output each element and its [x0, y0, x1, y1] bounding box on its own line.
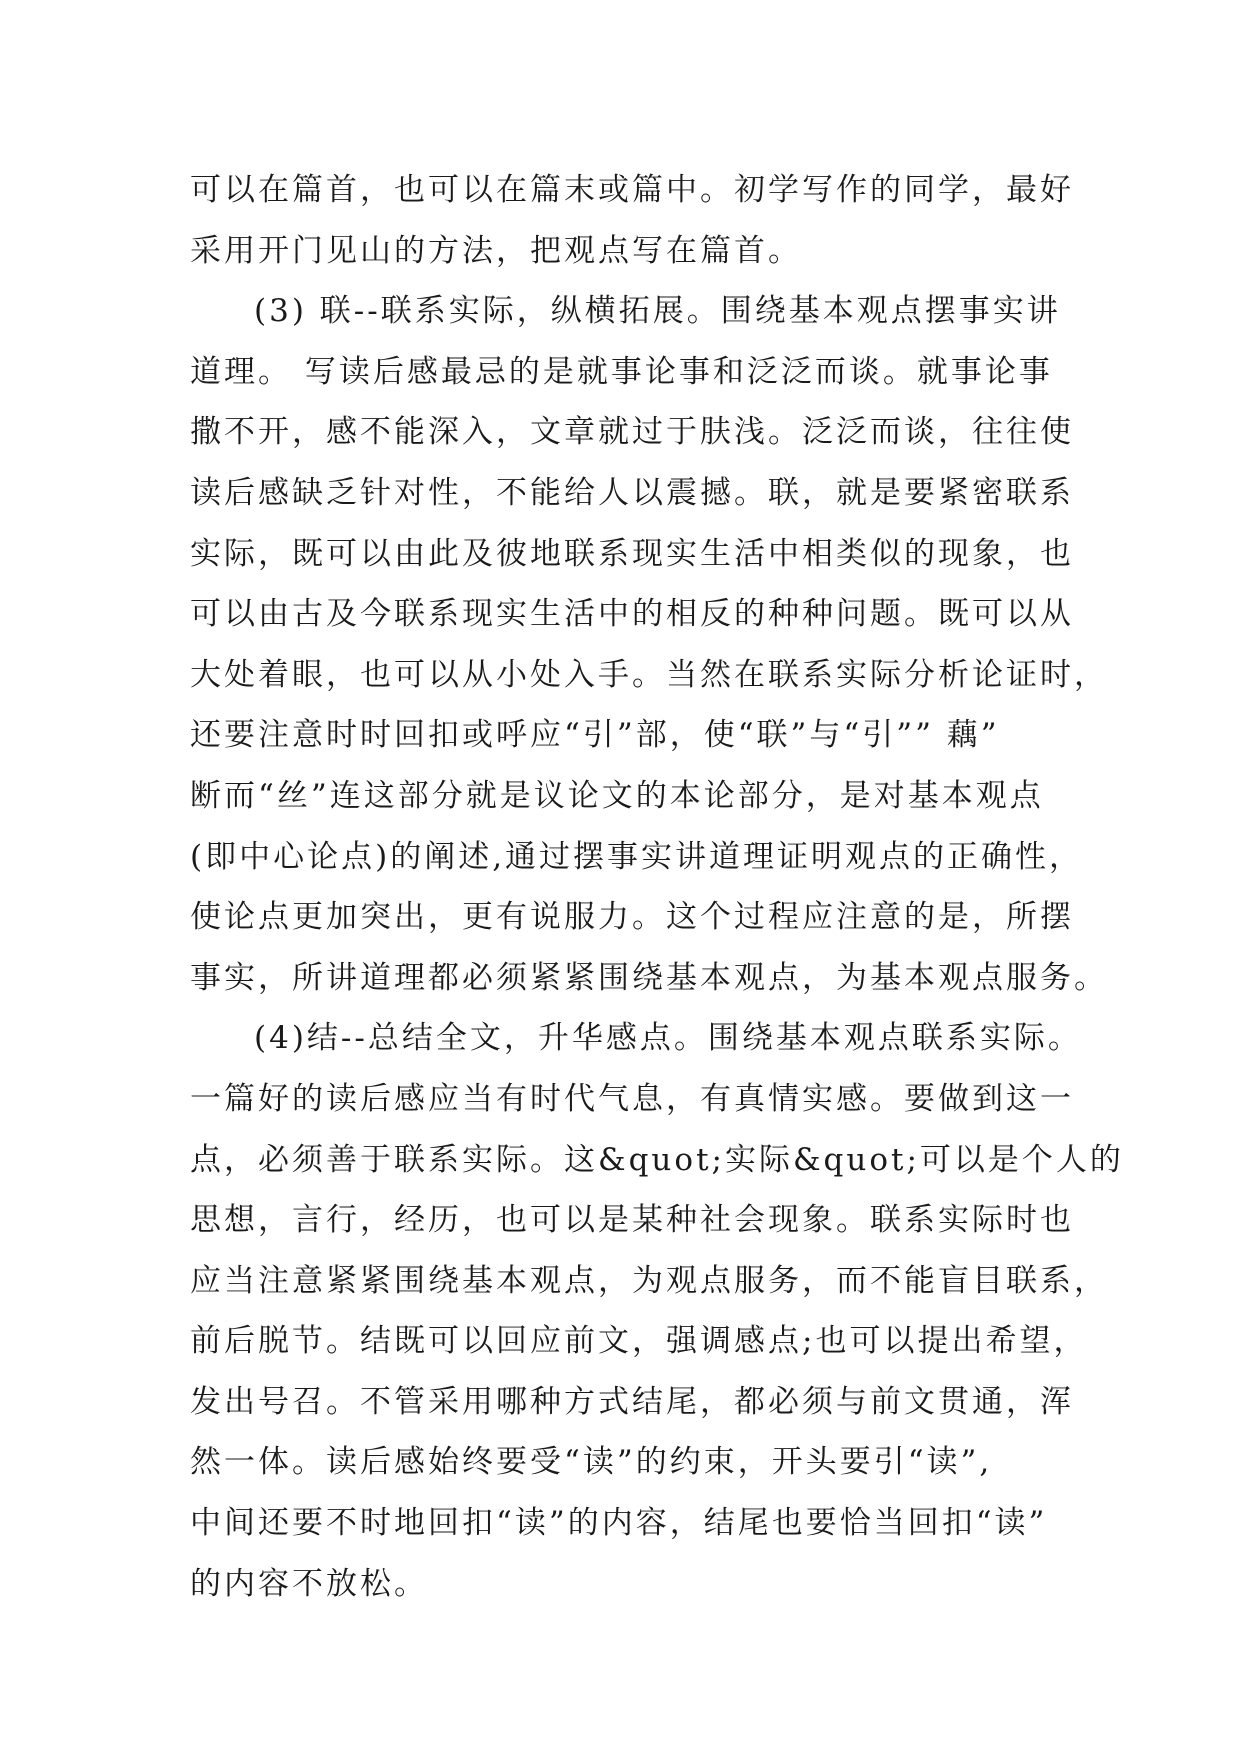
text-line: 中间还要不时地回扣“读”的内容，结尾也要恰当回扣“读”: [190, 1505, 1048, 1542]
text-line: 大处着眼，也可以从小处入手。当然在联系实际分析论证时，: [190, 656, 1108, 693]
section-4-heading-line: (4)结--总结全文，升华感点。围绕基本观点联系实际。: [254, 1020, 1082, 1057]
text-line: 读后感缺乏针对性，不能给人以震撼。联，就是要紧密联系: [190, 474, 1074, 511]
text-line: 可以在篇首，也可以在篇末或篇中。初学写作的同学，最好: [190, 172, 1074, 208]
text-line: 思想，言行，经历，也可以是某种社会现象。联系实际时也: [190, 1202, 1074, 1239]
text-line: (即中心论点)的阐述,通过摆事实讲道理证明观点的正确性，: [190, 838, 1084, 875]
section-3-heading-line: (3) 联--联系实际，纵横拓展。围绕基本观点摆事实讲: [254, 293, 1061, 330]
text-line: 可以由古及今联系现实生活中的相反的种种问题。既可以从: [190, 596, 1074, 633]
text-line: 然一体。读后感始终要受“读”的约束，开头要引“读”,: [190, 1444, 993, 1481]
body-text: [190, 160, 1124, 1614]
text-line: 还要注意时时回扣或呼应“引”部，使“联”与“引”” 藕”: [190, 717, 1000, 754]
text-line: 撒不开，感不能深入，文章就过于肤浅。泛泛而谈，往往使: [190, 414, 1074, 451]
text-line: 断而“丝”连这部分就是议论文的本论部分，是对基本观点: [190, 777, 1044, 814]
text-line: 前后脱节。结既可以回应前文，强调感点;也可以提出希望，: [190, 1323, 1088, 1360]
text-line: 点，必须善于联系实际。这&quot;实际&quot;可以是个人的: [190, 1141, 1124, 1178]
text-line: 道理。 写读后感最忌的是就事论事和泛泛而谈。就事论事: [190, 353, 1053, 390]
text-line: 实际，既可以由此及彼地联系现实生活中相类似的现象，也: [190, 535, 1074, 572]
text-line: 发出号召。不管采用哪种方式结尾，都必须与前文贯通，浑: [190, 1383, 1074, 1420]
text-line: 的内容不放松。: [190, 1565, 428, 1602]
text-line: 采用开门见山的方法，把观点写在篇首。: [190, 232, 802, 269]
text-line: 事实，所讲道理都必须紧紧围绕基本观点，为基本观点服务。: [190, 959, 1108, 996]
text-line: 使论点更加突出，更有说服力。这个过程应注意的是，所摆: [190, 899, 1074, 936]
text-line: 一篇好的读后感应当有时代气息，有真情实感。要做到这一: [190, 1080, 1074, 1117]
text-line: 应当注意紧紧围绕基本观点，为观点服务，而不能盲目联系，: [190, 1262, 1108, 1299]
